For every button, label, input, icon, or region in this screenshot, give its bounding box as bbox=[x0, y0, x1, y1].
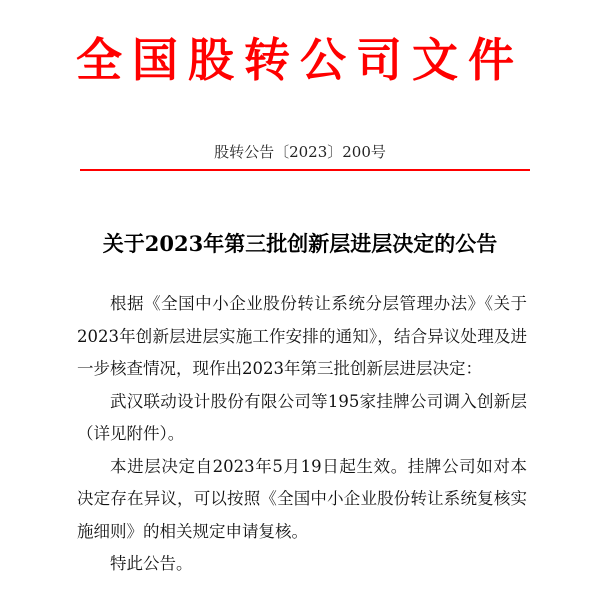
paragraph-effective: 本进层决定自2023年5月19日起生效。挂牌公司如对本决定存在异议，可以按照《全国中小企业股份转让系统复核实施细则》的相关规定申请复核。 bbox=[77, 456, 527, 541]
paragraph-closing: 特此公告。 bbox=[110, 554, 193, 573]
announcement-title: 关于2023年第三批创新层进层决定的公告 bbox=[102, 231, 498, 256]
announcement-body bbox=[77, 288, 527, 581]
paragraph-basis: 根据《全国中小企业股份转让系统分层管理办法》《关于2023年创新层进层实施工作安排的通知》，结合异议处理及进一步核查情况，现作出2023年第三批创新层进层决定： bbox=[77, 294, 527, 378]
document-number: 股转公告〔2023〕200号 bbox=[214, 143, 386, 161]
paragraph-decision: 武汉联动设计股份有限公司等195家挂牌公司调入创新层（详见附件）。 bbox=[77, 391, 527, 443]
red-divider bbox=[80, 169, 530, 171]
masthead: 全国股转公司文件 bbox=[76, 33, 524, 87]
